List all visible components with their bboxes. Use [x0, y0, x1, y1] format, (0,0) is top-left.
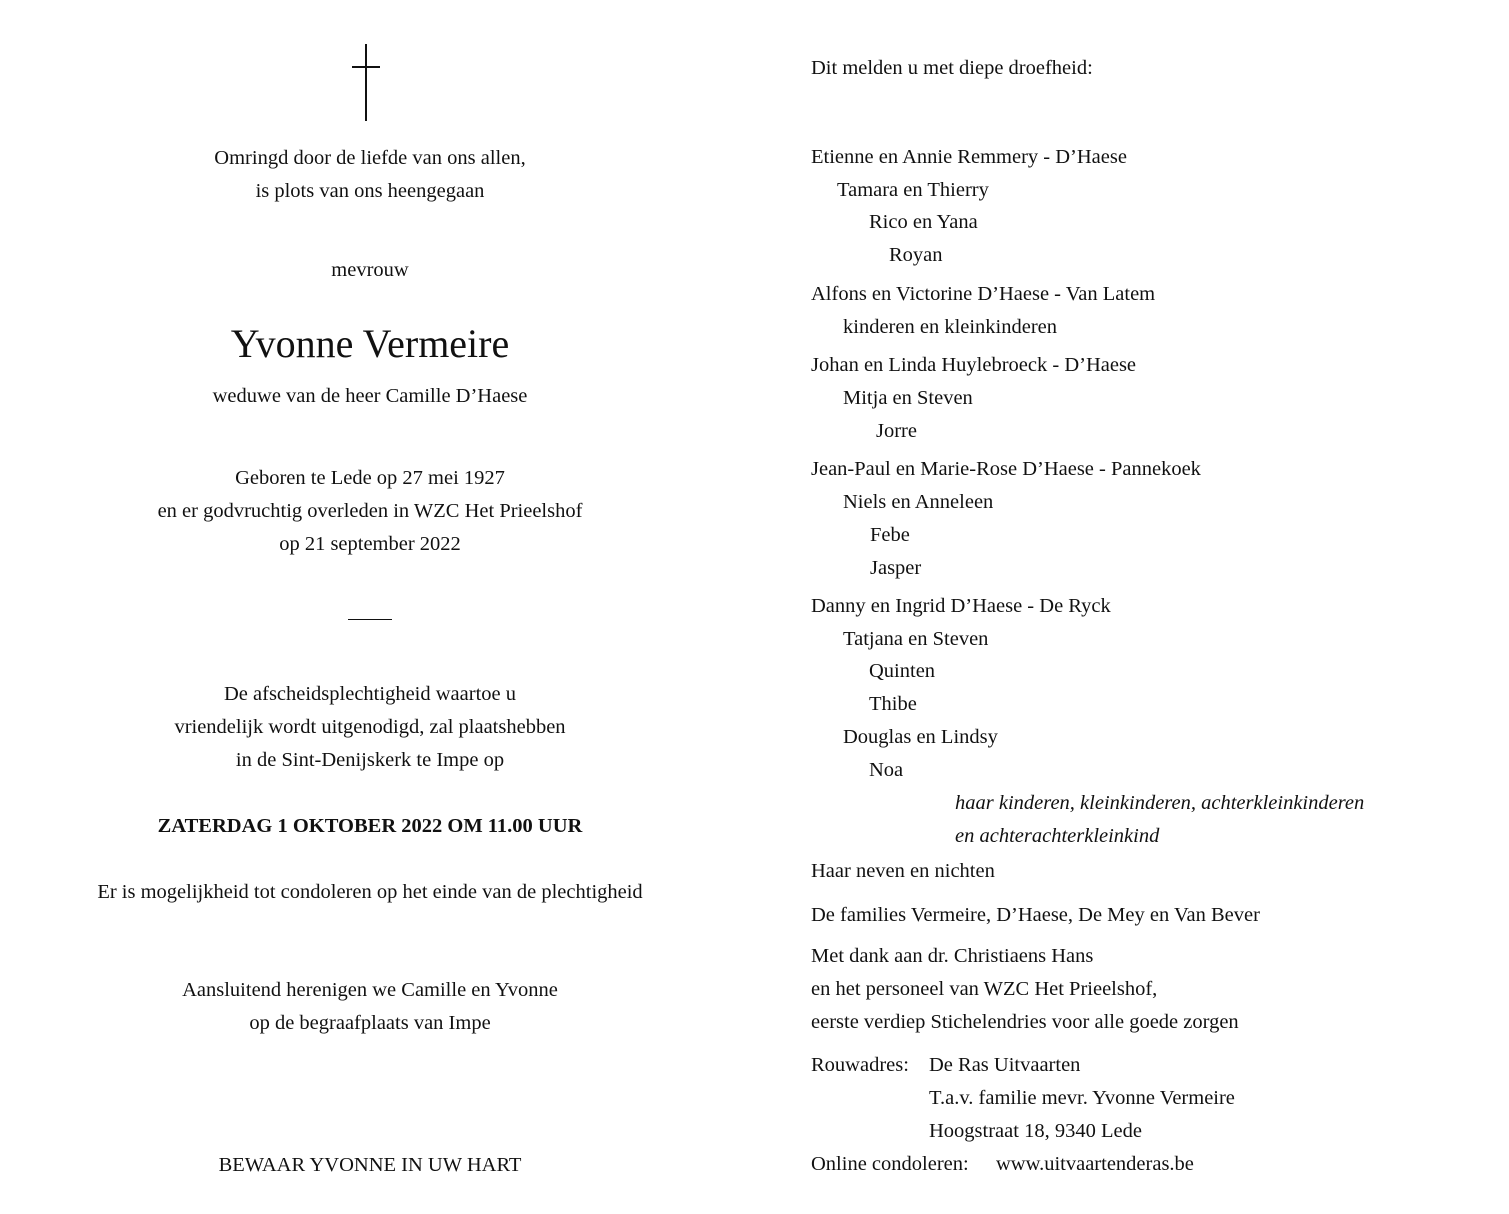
ceremony-line-2: vriendelijk wordt uitgenodigd, zal plaatshebben	[174, 716, 566, 738]
family-line: Thibe	[869, 693, 917, 715]
birth-line: Geboren te Lede op 27 mei 1927	[235, 467, 505, 489]
family-line: Etienne en Annie Remmery - D’Haese	[811, 146, 1127, 168]
cousins-line: Haar neven en nichten	[811, 860, 995, 882]
summary-line-2: en achterachterkleinkind	[955, 825, 1160, 847]
family-line: Quinten	[869, 660, 936, 682]
death-date: op 21 september 2022	[279, 533, 461, 555]
salutation: mevrouw	[331, 259, 409, 281]
family-line: Douglas en Lindsy	[843, 726, 998, 748]
family-line: Febe	[870, 524, 910, 546]
family-line: Tatjana en Steven	[843, 628, 989, 650]
family-line: Noa	[869, 759, 904, 781]
family-line: Jorre	[876, 420, 917, 442]
family-line: Tamara en Thierry	[837, 179, 989, 201]
burial-line-1: Aansluitend herenigen we Camille en Yvonne	[182, 979, 558, 1001]
cross-vertical	[365, 44, 367, 121]
ceremony-line-1: De afscheidsplechtigheid waartoe u	[223, 683, 516, 705]
family-line: Danny en Ingrid D’Haese - De Ryck	[811, 595, 1111, 617]
address-line-2: T.a.v. familie mevr. Yvonne Vermeire	[929, 1087, 1235, 1109]
ceremony-line-3: in de Sint-Denijskerk te Impe op	[235, 749, 505, 771]
intro-line-1: Omringd door de liefde van ons allen,	[214, 147, 526, 169]
thanks-line-3: eerste verdiep Stichelendries voor alle goede zorgen	[811, 1011, 1239, 1033]
thanks-line-2: en het personeel van WZC Het Prieelshof,	[811, 978, 1158, 1000]
closing-line: BEWAAR YVONNE IN UW HART	[218, 1154, 522, 1176]
spouse-line: weduwe van de heer Camille D’Haese	[212, 385, 528, 407]
family-line: Johan en Linda Huylebroeck - D’Haese	[811, 354, 1137, 376]
families-line: De families Vermeire, D’Haese, De Mey en Van Bever	[811, 904, 1260, 926]
ceremony-date: ZATERDAG 1 OKTOBER 2022 OM 11.00 UUR	[157, 815, 583, 837]
online-label: Online condoleren:	[811, 1153, 969, 1175]
family-line: Rico en Yana	[869, 211, 978, 233]
burial-line-2: op de begraafplaats van Impe	[249, 1012, 491, 1034]
thanks-line-1: Met dank aan dr. Christiaens Hans	[811, 945, 1094, 967]
online-link[interactable]: www.uitvaartenderas.be	[996, 1153, 1194, 1175]
address-label: Rouwadres:	[811, 1054, 909, 1076]
deceased-name: Yvonne Vermeire	[230, 321, 510, 366]
family-line: Mitja en Steven	[843, 387, 973, 409]
family-line: kinderen en kleinkinderen	[843, 316, 1058, 338]
divider	[348, 619, 392, 620]
intro-line-2: is plots van ons heengegaan	[255, 180, 485, 202]
family-line: Royan	[889, 244, 943, 266]
condolence-note: Er is mogelijkheid tot condoleren op het einde van de plechtigheid	[97, 881, 643, 903]
family-line: Jean-Paul en Marie-Rose D’Haese - Pannekoek	[811, 458, 1201, 480]
cross-horizontal	[352, 66, 380, 68]
summary-line-1: haar kinderen, kleinkinderen, achterkleinkinderen	[955, 792, 1365, 814]
family-line: Jasper	[870, 557, 922, 579]
address-line-1: De Ras Uitvaarten	[929, 1054, 1081, 1076]
family-line: Alfons en Victorine D’Haese - Van Latem	[811, 283, 1156, 305]
family-line: Niels en Anneleen	[843, 491, 994, 513]
death-line: en er godvruchtig overleden in WZC Het Prieelshof	[157, 500, 583, 522]
announcement: Dit melden u met diepe droefheid:	[811, 57, 1093, 79]
address-line-3: Hoogstraat 18, 9340 Lede	[929, 1120, 1142, 1142]
